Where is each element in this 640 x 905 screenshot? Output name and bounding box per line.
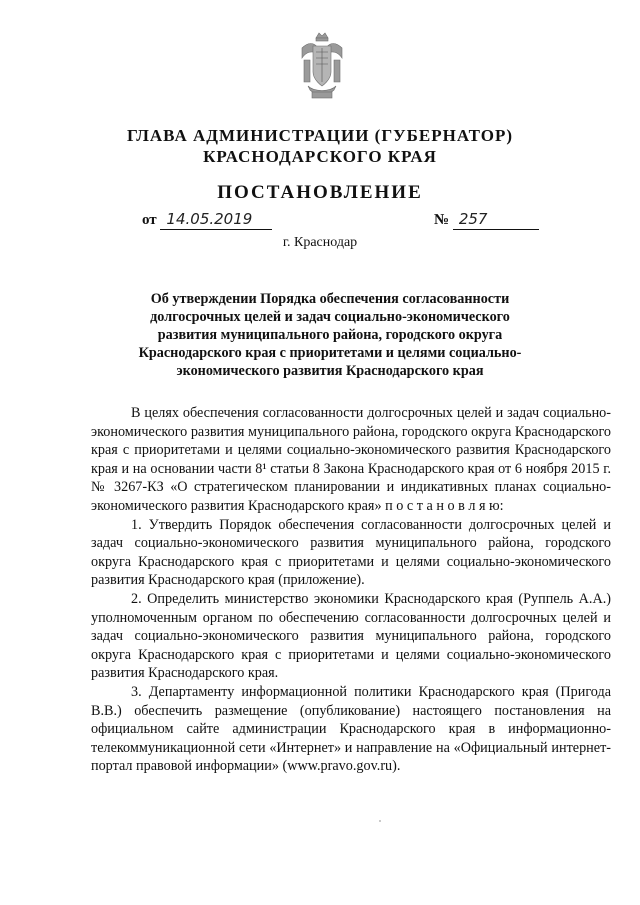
date-value: 14.05.2019 xyxy=(160,210,272,230)
scan-speck xyxy=(379,820,381,822)
coat-of-arms-emblem xyxy=(294,30,350,102)
document-type: ПОСТАНОВЛЕНИЕ xyxy=(217,182,423,203)
document-title: Об утверждении Порядка обеспечения согласованности долгосрочных целей и задач социально-экономического развития муниципального района, городского округа Краснодарского края с приоритетами и целями социально-экономического развития Краснодарского края xyxy=(138,291,522,379)
issuer-title: ГЛАВА АДМИНИСТРАЦИИ (ГУБЕРНАТОР) xyxy=(126,126,513,145)
item-1: 1. Утвердить Порядок обеспечения согласованности долгосрочных целей и задач социально-экономического развития муниципального района, городского округа Краснодарского края с приоритетами и целями социально-экономического развития Краснодарского края (приложение). xyxy=(91,516,611,589)
intro-paragraph: В целях обеспечения согласованности долгосрочных целей и задач социально-экономического развития муниципального района, городского округа Краснодарского края с приоритетами и целями социально-экономического развития Краснодарского края и на основании части 8¹ статьи 8 Закона Краснодарского края от 6 ноября 2015 г. № 3267-КЗ «О стратегическом планировании и индикативных планах социально-экономического развития Краснодарского края» п о с т а н о в л я ю: xyxy=(91,405,611,514)
date-label: от xyxy=(142,212,157,228)
item-3: 3. Департаменту информационной политики Краснодарского края (Пригода В.В.) обеспечить размещение (опубликование) настоящего постановления на официальном сайте администрации Краснодарского края в информационно-телекоммуникационной сети «Интернет» и направление на «Официальный интернет-портал правовой информации» (www.pravo.gov.ru). xyxy=(91,683,611,775)
city: г. Краснодар xyxy=(282,235,358,250)
number-label: № xyxy=(434,212,450,228)
item-2: 2. Определить министерство экономики Краснодарского края (Руппель А.А.) уполномоченным органом по обеспечению согласованности долгосрочных целей и задач социально-экономического развития муниципального района, городского округа Краснодарского края с приоритетами и целями социально-экономического развития Краснодарского края. xyxy=(91,590,611,682)
issuer-region: КРАСНОДАРСКОГО КРАЯ xyxy=(203,147,437,166)
document-body xyxy=(91,404,611,776)
number-value: 257 xyxy=(453,210,539,230)
date-field xyxy=(142,210,272,230)
number-field xyxy=(434,210,539,230)
